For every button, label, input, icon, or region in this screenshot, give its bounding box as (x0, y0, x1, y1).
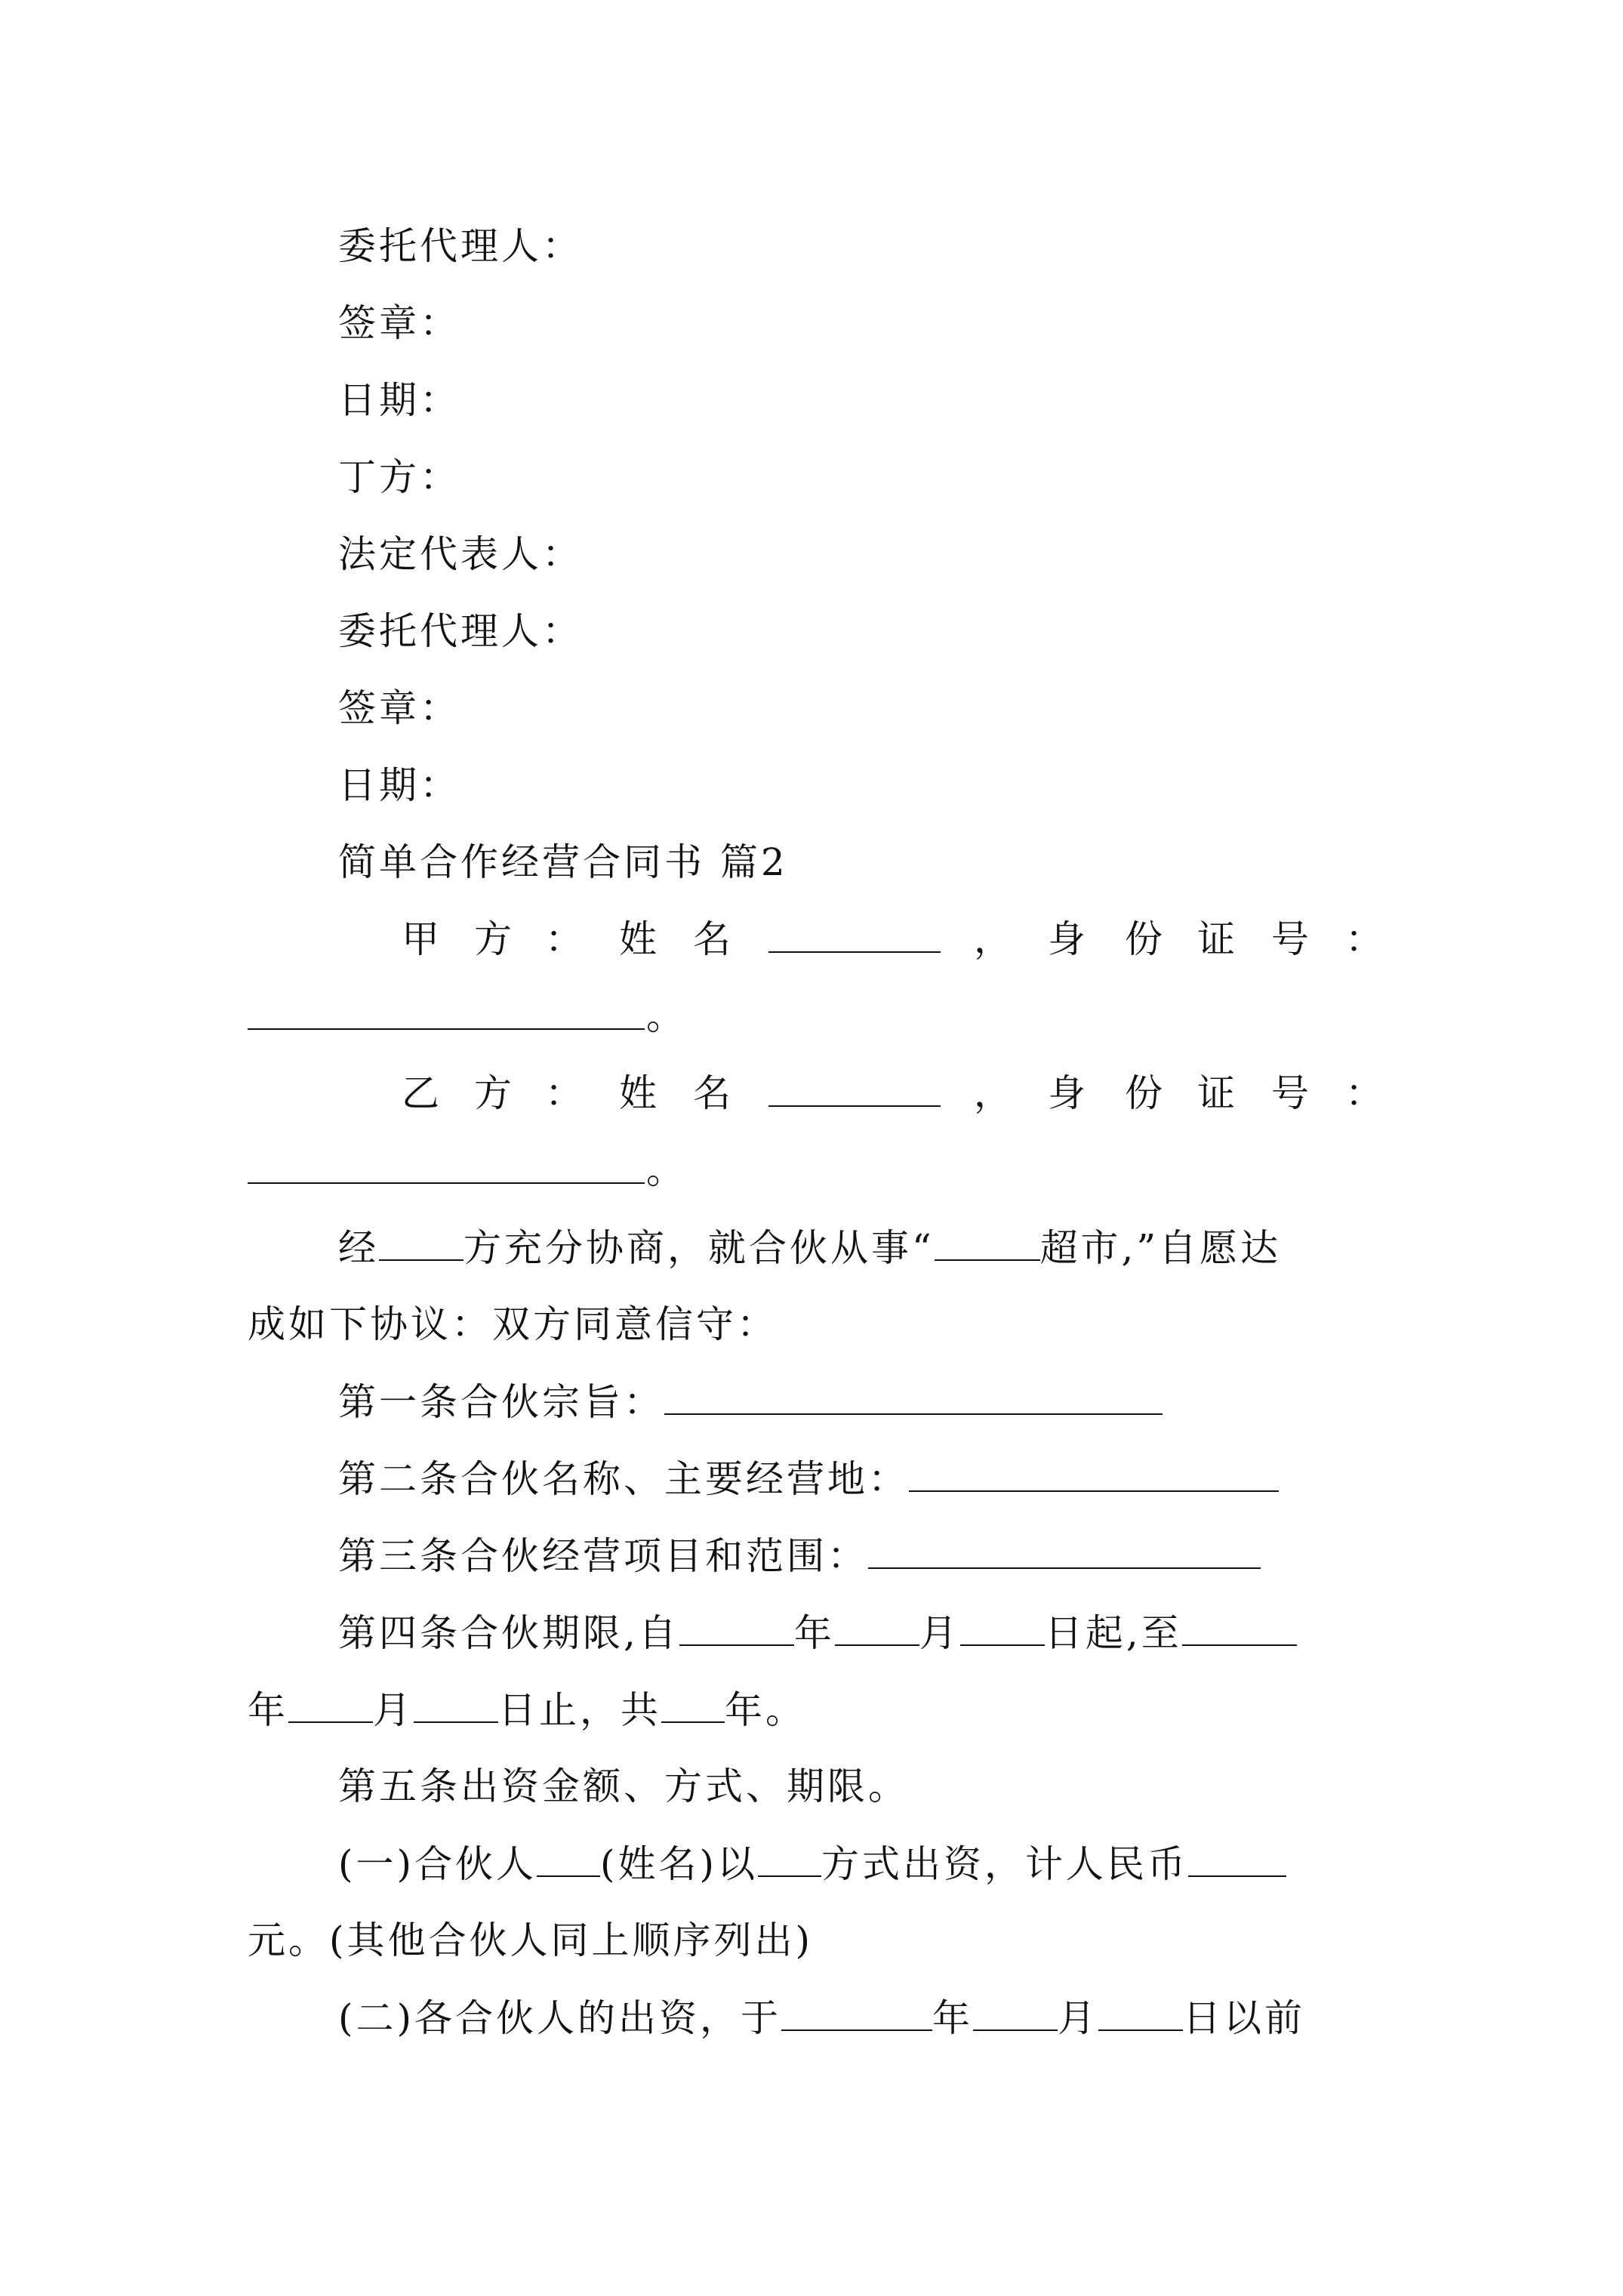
article-4-line-1 (338, 1610, 1297, 1655)
party-a-char: 甲 (402, 917, 439, 961)
business-scope-blank (868, 1533, 1261, 1569)
party-a-line (0, 917, 1623, 962)
clause-1-text: 方式出资，计人民币 (821, 1842, 1189, 1886)
partner-name-blank (537, 1841, 600, 1877)
party-a-char: 证 (1197, 917, 1235, 961)
contribution-method-blank (758, 1841, 821, 1877)
party-a-char: ： (1345, 917, 1383, 961)
clause-1-line-1 (338, 1841, 1286, 1886)
end-month-blank (288, 1687, 373, 1723)
signature-seal-label: 签章： (338, 301, 460, 345)
term-years-blank (661, 1687, 725, 1723)
party-a-char: ， (974, 917, 1012, 961)
legal-rep-label: 法定代表人： (338, 532, 583, 576)
party-b-char: ： (545, 1071, 583, 1115)
party-b-char: 方 (474, 1071, 512, 1115)
agreement-text: 超市,”自愿达 (1039, 1226, 1282, 1270)
deadline-year-blank (781, 1995, 932, 2031)
party-b-char: ： (1345, 1071, 1383, 1115)
party-a-end: 。 (646, 994, 684, 1038)
parties-count-blank (379, 1225, 463, 1261)
article-4-text: 年 (248, 1688, 288, 1732)
party-a-char: 名 (693, 917, 731, 961)
agreement-line-2: 成如下协议：双方同意信守： (248, 1302, 778, 1346)
party-b-char: 乙 (402, 1071, 439, 1115)
amount-blank (1188, 1841, 1286, 1877)
article-1-text: 第一条合伙宗旨： (338, 1380, 664, 1424)
party-d-label: 丁方： (338, 455, 460, 499)
article-4-line-2 (248, 1687, 806, 1732)
party-a-char: 份 (1125, 917, 1163, 961)
start-day-blank (960, 1610, 1045, 1646)
party-a-char: ： (545, 917, 583, 961)
party-b-end: 。 (646, 1148, 684, 1192)
store-name-blank (935, 1225, 1040, 1261)
party-a-id-blank (248, 1028, 645, 1030)
agreement-text: 经 (338, 1226, 379, 1270)
article-4-text: 月 (373, 1688, 414, 1732)
party-a-id-line (0, 994, 1623, 1039)
agreement-text: 方充分协商，就合伙从事“ (463, 1226, 935, 1270)
clause-1-line-2: 元。(其他合伙人同上顺序列出) (248, 1918, 814, 1962)
article-2-text: 第二条合伙名称、主要经营地： (338, 1457, 909, 1501)
deadline-day-blank (1098, 1995, 1183, 2031)
clause-2-text: 日以前 (1183, 1996, 1306, 2040)
party-b-char: 号 (1271, 1071, 1309, 1115)
agreement-line-1 (338, 1225, 1281, 1270)
clause-1-text: (姓名)以 (600, 1842, 759, 1886)
party-a-char: 方 (474, 917, 512, 961)
party-b-id-line (0, 1148, 1623, 1193)
deadline-month-blank (973, 1995, 1058, 2031)
article-4-text: 日止，共 (498, 1688, 661, 1732)
party-b-char: ， (974, 1071, 1012, 1115)
party-a-char: 号 (1271, 917, 1309, 961)
party-b-char: 份 (1125, 1071, 1163, 1115)
article-3 (338, 1533, 1261, 1578)
signature-date-label: 日期： (338, 378, 460, 422)
section-title: 简单合作经营合同书 篇2 (338, 840, 788, 884)
article-3-text: 第三条合伙经营项目和范围： (338, 1534, 868, 1578)
party-d-seal-label: 签章： (338, 686, 460, 730)
end-year-blank (1182, 1610, 1297, 1646)
article-4-text: 日起,至 (1044, 1611, 1182, 1655)
party-a-char: 姓 (619, 917, 657, 961)
party-b-line (0, 1071, 1623, 1116)
party-d-agent-label: 委托代理人： (338, 609, 583, 653)
party-a-name-blank (768, 951, 941, 953)
article-4-text: 年 (793, 1611, 835, 1655)
signature-agent-label: 委托代理人： (338, 224, 583, 268)
business-location-blank (909, 1456, 1279, 1492)
party-b-char: 证 (1197, 1071, 1235, 1115)
article-4-text: 第四条合伙期限,自 (338, 1611, 679, 1655)
party-b-char: 姓 (619, 1071, 657, 1115)
clause-2-text: (二)各合伙人的出资，于 (338, 1996, 782, 2040)
article-4-text: 年。 (725, 1688, 806, 1732)
article-5: 第五条出资金额、方式、期限。 (338, 1764, 909, 1808)
clause-1-text: (一)合伙人 (338, 1842, 537, 1886)
party-b-char: 身 (1048, 1071, 1086, 1115)
party-b-id-blank (248, 1182, 645, 1184)
article-4-text: 月 (919, 1611, 960, 1655)
clause-2-text: 年 (932, 1996, 974, 2040)
article-2 (338, 1456, 1279, 1501)
party-a-char: 身 (1048, 917, 1086, 961)
start-month-blank (835, 1610, 919, 1646)
article-1 (338, 1379, 1163, 1424)
party-b-char: 名 (693, 1071, 731, 1115)
start-year-blank (679, 1610, 794, 1646)
party-b-name-blank (768, 1105, 941, 1107)
clause-2-line-1 (338, 1995, 1305, 2040)
party-d-date-label: 日期： (338, 763, 460, 807)
clause-2-text: 月 (1058, 1996, 1099, 2040)
end-day-blank (414, 1687, 498, 1723)
purpose-blank (664, 1379, 1163, 1415)
